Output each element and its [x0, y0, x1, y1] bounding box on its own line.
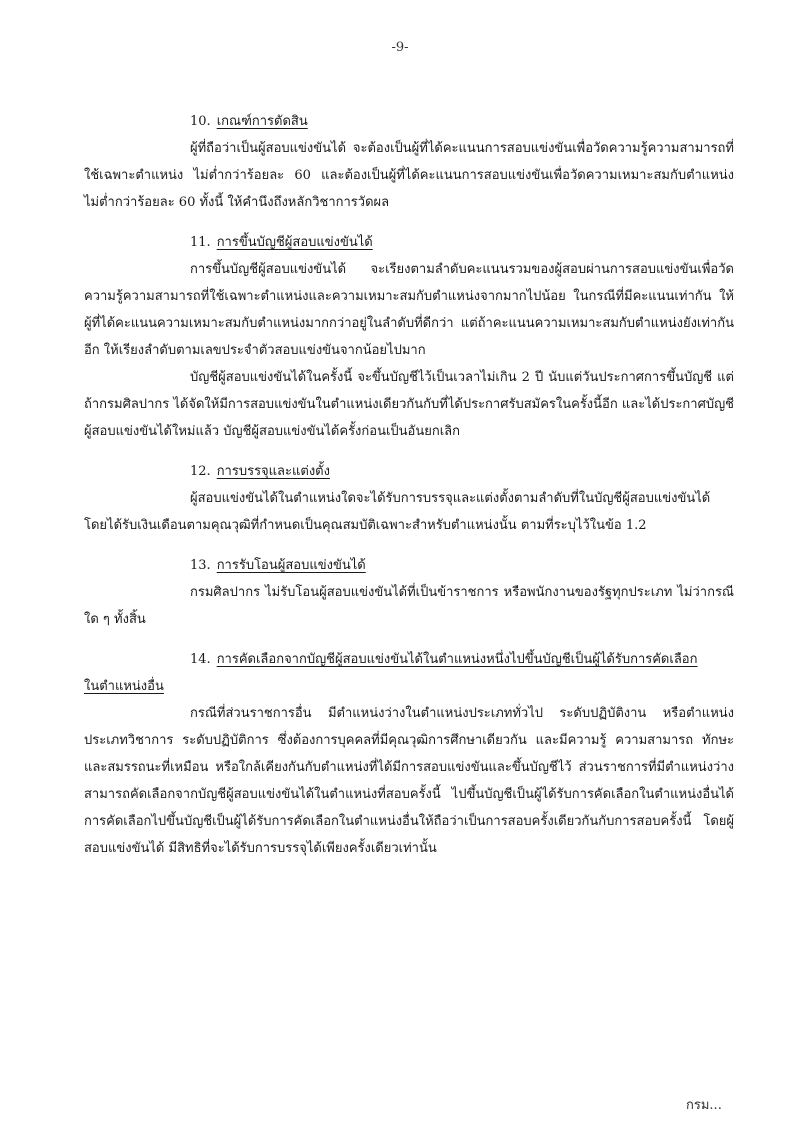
section-heading	[84, 458, 734, 485]
section-12	[84, 458, 734, 539]
section-number: 11.	[190, 235, 211, 250]
section-title: การขึ้นบัญชีผู้สอบแข่งขันได้	[216, 235, 373, 250]
section-heading	[84, 552, 734, 579]
section-11	[84, 229, 734, 445]
section-number: 13.	[190, 558, 211, 573]
section-number: 10.	[190, 114, 211, 129]
section-heading	[84, 646, 734, 673]
section-paragraph: ผู้สอบแข่งขันได้ในตำแหน่งใดจะได้รับการบรรจุและแต่งตั้งตามลำดับที่ในบัญชีผู้สอบแข่งขันได้ โดยได้รับเงินเดือนตามคุณวุฒิที่กำหนดเป็นคุณสมบัติเฉพาะสำหรับตำแหน่งนั้น ตามที่ระบุไว้ในข้อ 1.2	[84, 491, 711, 533]
section-title: การรับโอนผู้สอบแข่งขันได้	[216, 558, 366, 573]
section-paragraph: การขึ้นบัญชีผู้สอบแข่งขันได้ จะเรียงตามลำดับคะแนนรวมของผู้สอบผ่านการสอบแข่งขันเพื่อวัดความรู้ความสามารถที่ใช้เฉพาะตำแหน่งและความเหมาะสมกับตำแหน่งจากมากไปน้อย ในกรณีที่มีคะแนนเท่ากัน ให้ผู้ที่ได้คะแนนความเหมาะสมกับตำแหน่งมากกว่าอยู่ในลำดับที่ดีกว่า แต่ถ้าคะแนนความเหมาะสมกับตำแหน่งยังเท่ากันอีก ให้เรียงลำดับตามเลขประจำตัวสอบแข่งขันจากน้อยไปมาก	[84, 262, 734, 358]
section-paragraph: กรมศิลปากร ไม่รับโอนผู้สอบแข่งขันได้ที่เป็นข้าราชการ หรือพนักงานของรัฐทุกประเภท ไม่ว่ากรณีใด ๆ ทั้งสิ้น	[84, 585, 734, 627]
section-number: 12.	[190, 464, 211, 479]
page-number: -9-	[391, 40, 409, 55]
section-heading	[84, 108, 734, 135]
section-title: เกณฑ์การตัดสิน	[216, 114, 308, 129]
section-14	[84, 646, 734, 862]
section-paragraph: ผู้ที่ถือว่าเป็นผู้สอบแข่งขันได้ จะต้องเป็นผู้ที่ได้คะแนนการสอบแข่งขันเพื่อวัดความรู้ความสามารถที่ใช้เฉพาะตำแหน่ง ไม่ต่ำกว่าร้อยละ 60 และต้องเป็นผู้ที่ได้คะแนนการสอบแข่งขันเพื่อวัดความเหมาะสมกับตำแหน่ง ไม่ต่ำกว่าร้อยละ 60 ทั้งนี้ ให้คำนึงถึงหลักวิชาการวัดผล	[84, 141, 734, 210]
section-heading-continuation	[84, 673, 734, 700]
section-paragraph: กรณีที่ส่วนราชการอื่น มีตำแหน่งว่างในตำแหน่งประเภททั่วไป ระดับปฏิบัติงาน หรือตำแหน่งประเภทวิชาการ ระดับปฏิบัติการ ซึ่งต้องการบุคคลที่มีคุณวุฒิการศึกษาเดียวกัน และมีความรู้ ความสามารถ ทักษะ และสมรรถนะที่เหมือน หรือใกล้เคียงกันกับตำแหน่งที่ได้มีการสอบแข่งขันและขึ้นบัญชีไว้ ส่วนราชการที่มีตำแหน่งว่าง สามารถคัดเลือกจากบัญชีผู้สอบแข่งขันได้ในตำแหน่งที่สอบครั้งนี้ ไปขึ้นบัญชีเป็นผู้ได้รับการคัดเลือกในตำแหน่งอื่นได้ การคัดเลือกไปขึ้นบัญชีเป็นผู้ได้รับการคัดเลือกในตำแหน่งอื่นให้ถือว่าเป็นการสอบครั้งเดียวกันกับการสอบครั้งนี้ โดยผู้สอบแข่งขันได้ มีสิทธิที่จะได้รับการบรรจุได้เพียงครั้งเดียวเท่านั้น	[84, 706, 734, 856]
section-number: 14.	[190, 652, 211, 667]
section-heading	[84, 229, 734, 256]
section-10	[84, 108, 734, 216]
document-body	[84, 108, 734, 875]
section-title: การคัดเลือกจากบัญชีผู้สอบแข่งขันได้ในตำแหน่งหนึ่งไปขึ้นบัญชีเป็นผู้ได้รับการคัดเลือก	[216, 652, 698, 667]
section-13	[84, 552, 734, 633]
section-title: การบรรจุและแต่งตั้ง	[216, 464, 330, 479]
section-paragraph: บัญชีผู้สอบแข่งขันได้ในครั้งนี้ จะขึ้นบัญชีไว้เป็นเวลาไม่เกิน 2 ปี นับแต่วันประกาศการขึ้นบัญชี แต่ถ้ากรมศิลปากร ได้จัดให้มีการสอบแข่งขันในตำแหน่งเดียวกันกับที่ได้ประกาศรับสมัครในครั้งนี้อีก และได้ประกาศบัญชีผู้สอบแข่งขันได้ใหม่แล้ว บัญชีผู้สอบแข่งขันได้ครั้งก่อนเป็นอันยกเลิก	[84, 370, 734, 439]
section-title-continuation: ในตำแหน่งอื่น	[84, 679, 164, 694]
next-page-catchword: กรม...	[686, 1098, 722, 1113]
